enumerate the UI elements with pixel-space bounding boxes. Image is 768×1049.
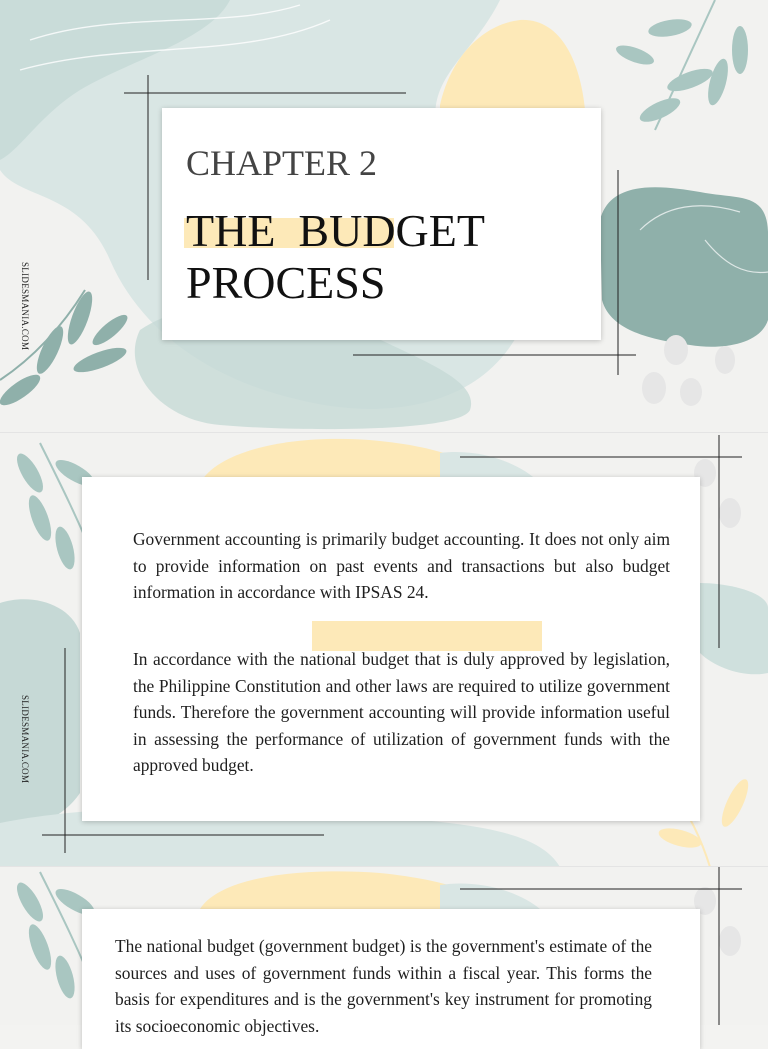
- watermark-text: SLIDESMANIA.COM: [20, 262, 30, 351]
- title-line-2: PROCESS: [186, 257, 386, 308]
- grey-dot: [642, 372, 666, 404]
- pale-sage-blob: [440, 884, 540, 909]
- page-title: [186, 205, 485, 309]
- sage-blob-right: [600, 187, 768, 347]
- title-line-1: THE BUDGET: [186, 205, 485, 256]
- grey-dot: [719, 498, 741, 528]
- grey-dot: [680, 378, 702, 406]
- slide-title: [0, 0, 768, 432]
- slide-budget-accounting: [0, 432, 768, 867]
- paragraph-budget-accounting: Government accounting is primarily budget accounting. It does not only aim to provide information on past events and transactions but also budget information in accordance with IPSAS 24.: [133, 529, 670, 602]
- grey-dot: [719, 926, 741, 956]
- content-card: [82, 909, 700, 1049]
- grey-dot: [664, 335, 688, 365]
- chapter-label: CHAPTER 2: [186, 143, 378, 183]
- grey-dot: [715, 346, 735, 374]
- leaf-branch-top-right-icon: [614, 0, 748, 130]
- title-card: [162, 108, 601, 340]
- paragraph-national-budget: In accordance with the national budget that is duly approved by legislation, the Philippine Constitution and other laws are required to utilize government funds. Therefore the government accounting will provide information useful in assessing the performance of utilization of government funds with the approved budget.: [133, 649, 670, 775]
- paragraph-national-budget-definition: The national budget (government budget) is the government's estimate of the sources and uses of government funds within a fiscal year. This forms the basis for expenditures and is the government's key instrument for promoting its socioeconomic objectives.: [115, 936, 652, 1036]
- slide-national-budget: [0, 866, 768, 1036]
- watermark-text: SLIDESMANIA.COM: [20, 695, 30, 784]
- pale-sage-blob-right: [700, 583, 768, 674]
- content-card: [82, 477, 700, 821]
